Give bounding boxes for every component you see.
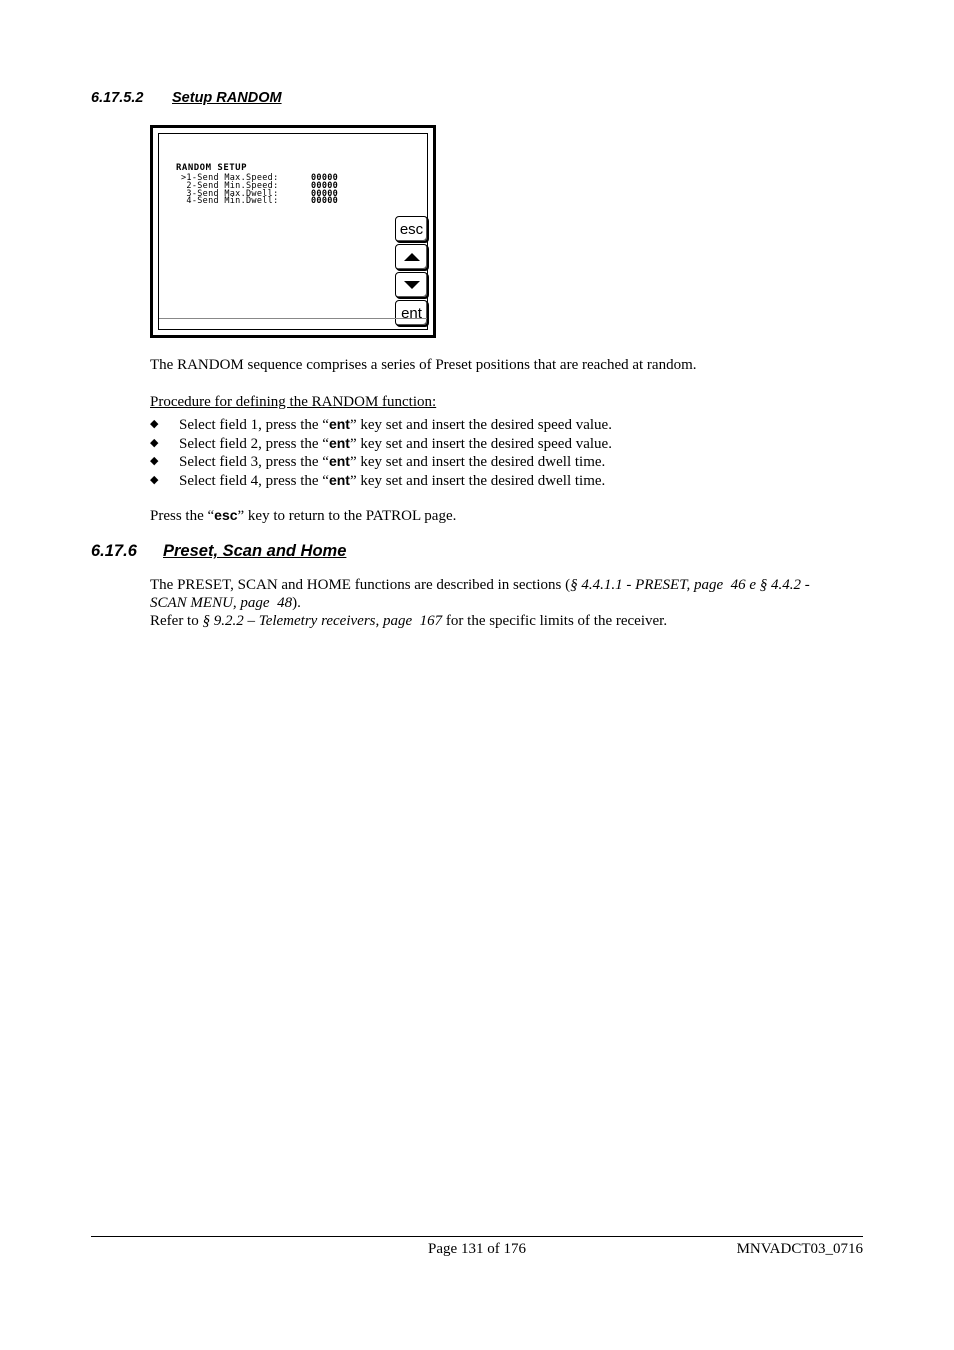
field-value: 00000 (311, 196, 339, 207)
section2-line (150, 612, 667, 630)
section-heading (91, 90, 282, 106)
key-name: ent (328, 434, 350, 451)
down-button[interactable] (395, 272, 428, 298)
cross-reference-link[interactable]: SCAN MENU, page 48 (150, 595, 293, 611)
body-text: The PRESET, SCAN and HOME functions are described in sections ( (150, 577, 571, 593)
key-column (395, 216, 429, 328)
screen-title: RANDOM SETUP (176, 163, 248, 173)
field-label: 4-Send Min.Dwell: (181, 196, 279, 207)
step-text: Select field 1, press the “ (179, 417, 329, 433)
down-arrow-icon (404, 281, 420, 289)
cross-reference-link[interactable]: § 4.4.1.1 - PRESET, page 46 e § 4.4.2 - (570, 577, 810, 593)
step-text: ” key set and insert the desired dwell time. (349, 472, 606, 489)
cross-reference-link[interactable]: § 9.2.2 – Telemetry receivers, page 167 (202, 613, 443, 629)
section2-number: 6.17.6 (91, 542, 137, 560)
field-value: 00000 (311, 173, 339, 183)
diamond-bullet-icon: ◆ (150, 455, 159, 467)
key-name: esc (214, 507, 238, 523)
page-number: Page 131 of 176 (428, 1241, 526, 1257)
document-code: MNVADCT03_0716 (736, 1241, 863, 1257)
setup-field-list (181, 175, 338, 206)
step-text: ” key set and insert the desired speed value. (349, 435, 612, 452)
procedure-title: Procedure for defining the RANDOM function: (150, 394, 437, 410)
field-value: 00000 (311, 180, 339, 191)
list-item (150, 434, 612, 453)
screen-status-line (159, 318, 427, 319)
note-text: Press the “ (150, 508, 215, 524)
intro-text: The RANDOM sequence comprises a series of Preset positions that are reached at random. (150, 357, 697, 373)
procedure-steps (150, 415, 612, 489)
ent-button[interactable]: ent (395, 300, 428, 326)
body-text: for the specific limits of the receiver. (442, 613, 668, 629)
section2-title: Preset, Scan and Home (163, 542, 347, 560)
body-text: ). (292, 595, 301, 611)
field-label: 3-Send Max.Dwell: (181, 188, 279, 199)
field-value: 00000 (311, 188, 339, 199)
key-name: ent (328, 471, 350, 488)
step-text: ” key set and insert the desired speed value. (349, 417, 612, 433)
step-text: Select field 4, press the “ (179, 472, 329, 489)
section2-line (150, 594, 301, 612)
step-text: Select field 3, press the “ (179, 454, 329, 470)
up-arrow-icon (404, 253, 420, 261)
random-setup-screen (150, 125, 436, 338)
section2-heading (91, 542, 346, 561)
field-label: 2-Send Min.Speed: (181, 180, 279, 191)
step-text: ” key set and insert the desired dwell time. (349, 454, 606, 470)
up-button[interactable] (395, 244, 428, 270)
field-label: >1-Send Max.Speed: (181, 173, 279, 183)
screen-display (158, 133, 428, 330)
list-item (150, 471, 612, 490)
diamond-bullet-icon: ◆ (150, 473, 159, 486)
esc-button[interactable]: esc (395, 216, 428, 242)
list-item (150, 415, 612, 434)
list-item (150, 452, 612, 471)
key-name: ent (328, 416, 350, 432)
section2-line (150, 576, 810, 594)
esc-note (150, 506, 456, 525)
key-name: ent (328, 453, 350, 469)
body-text: Refer to (150, 613, 203, 629)
step-text: Select field 2, press the “ (179, 435, 329, 452)
note-text: ” key to return to the PATROL page. (237, 508, 457, 524)
diamond-bullet-icon: ◆ (150, 418, 159, 430)
diamond-bullet-icon: ◆ (150, 436, 159, 449)
footer-divider (91, 1236, 863, 1237)
setup-field-row[interactable] (181, 198, 338, 206)
section-number: 6.17.5.2 (91, 90, 144, 106)
section-title: Setup RANDOM (172, 90, 282, 106)
